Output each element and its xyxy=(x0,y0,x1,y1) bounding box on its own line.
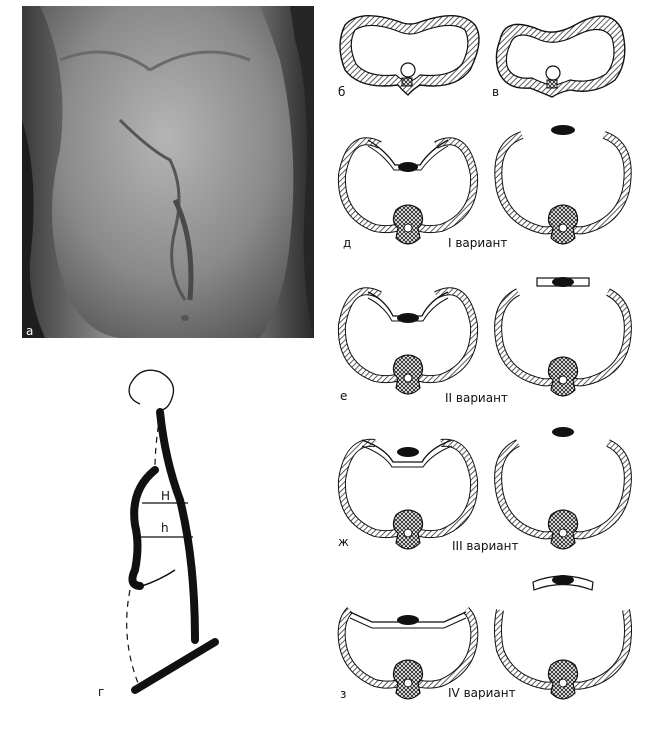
label-z: з xyxy=(340,687,347,701)
label-H: H xyxy=(161,489,171,503)
variant-1-before xyxy=(342,140,474,244)
variant-1-label: I вариант xyxy=(448,236,508,250)
photo-image xyxy=(22,6,314,338)
variant-4-after xyxy=(498,575,628,699)
label-d: д xyxy=(343,236,352,250)
side-profile-g xyxy=(127,370,215,690)
label-v: в xyxy=(492,85,500,99)
label-h: h xyxy=(161,521,169,535)
label-a: а xyxy=(26,324,34,338)
variant-1-after xyxy=(498,125,627,244)
label-b: б xyxy=(338,85,346,99)
label-zh: ж xyxy=(338,535,349,549)
label-g: г xyxy=(98,685,105,699)
variant-2-before xyxy=(342,291,474,394)
variant-3-before xyxy=(342,440,474,549)
label-e: е xyxy=(340,389,348,403)
variant-2-after xyxy=(498,277,628,396)
variant-2-label: II вариант xyxy=(445,391,508,405)
variant-4-label: IV вариант xyxy=(448,686,516,700)
variant-3-label: III вариант xyxy=(452,539,519,553)
cross-section-v xyxy=(496,16,624,97)
variant-3-after xyxy=(498,427,628,549)
cross-section-b xyxy=(340,16,479,95)
